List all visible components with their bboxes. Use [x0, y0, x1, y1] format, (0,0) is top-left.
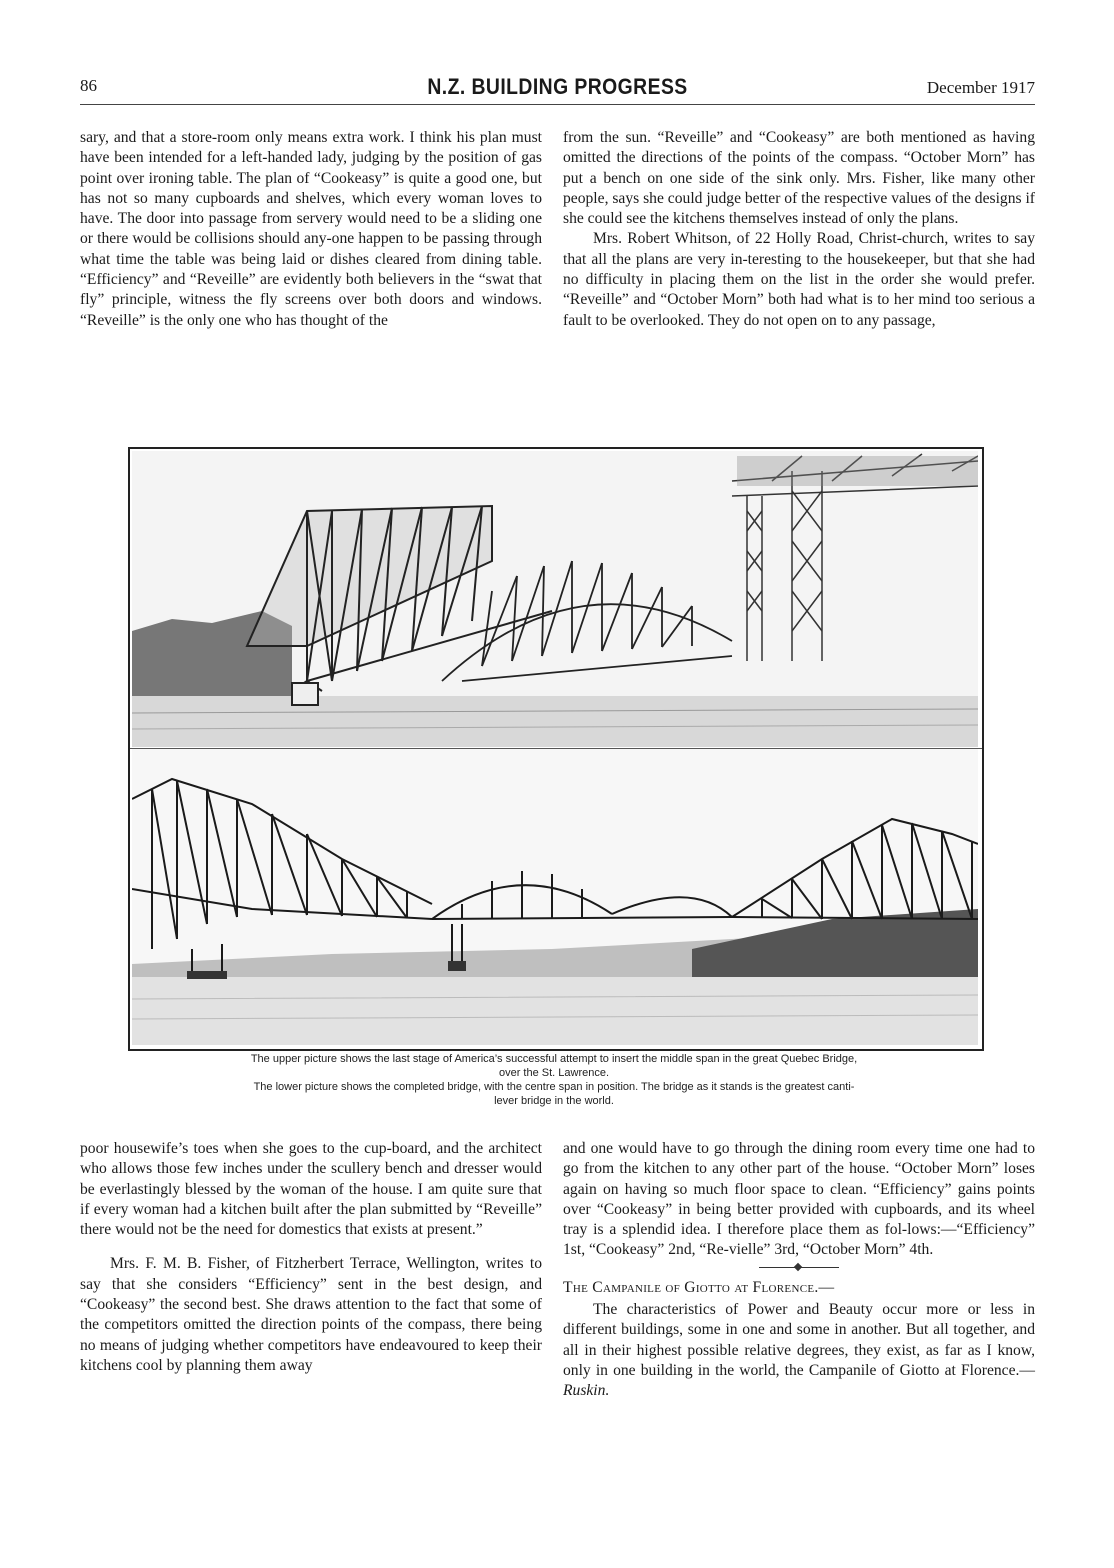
- column-top-right: [563, 128, 1035, 331]
- page-header: [80, 76, 1035, 106]
- caption-line: The lower picture shows the completed bridge, with the centre span in position. The bridge as it stands is the greatest canti-: [253, 1081, 855, 1093]
- section-heading: The Campanile of Giotto at Florence.—: [563, 1278, 835, 1296]
- caption-line: lever bridge in the world.: [494, 1095, 614, 1107]
- paragraph: Mrs. F. M. B. Fisher, of Fitzherbert Terrace, Wellington, writes to say that she considers “Efficiency” sent in the best design, and “Cookeasy” the second best. She draws attention to the fact that some of the competitors omitted the direction points of the compass, there being no means of judging whether competitors have endeavoured to keep their kitchens cool by planning them away: [80, 1255, 542, 1374]
- column-bottom-right: [563, 1139, 1035, 1402]
- caption-line: The upper picture shows the last stage of America’s successful attempt to insert the middle span in the great Quebec Bridge,: [250, 1053, 858, 1065]
- bridge-construction-illustration: [132, 451, 978, 747]
- bridge-photographs: [128, 447, 984, 1051]
- column-bottom-left: [80, 1139, 542, 1376]
- caption-line: over the St. Lawrence.: [498, 1067, 610, 1079]
- journal-title: N.Z. BUILDING PROGRESS: [427, 74, 688, 99]
- figure-caption: [128, 1052, 980, 1108]
- page-number: 86: [80, 76, 97, 95]
- paragraph: poor housewife’s toes when she goes to the cup-board, and the architect who allows those few inches under the scullery bench and dresser would be everlastingly blessed by the woman of the house. I am quite sure that if every woman had a kitchen built after the plan submitted by “Reveille” there would not be the need for domestics that exists at present.”: [80, 1140, 542, 1239]
- section-body: The characteristics of Power and Beauty occur more or less in different buildings, some in one and some in another. But all together, and all in their highest possible relative degrees, they exist, as far as I know, only in one building in the world, the Campanile of Giotto at Florence.—: [563, 1301, 1035, 1379]
- attribution: Ruskin.: [563, 1382, 610, 1400]
- photo-lower-completed-bridge: [132, 749, 978, 1045]
- column-top-left: [80, 128, 542, 331]
- issue-date: December 1917: [926, 78, 1035, 97]
- photo-upper-bridge-construction: [132, 451, 978, 747]
- header-rule: [80, 104, 1035, 105]
- paragraph: from the sun. “Reveille” and “Cookeasy” are both mentioned as having omitted the directions of the points of the compass. “October Morn” has put a bench on one side of the sink only. Mrs. Fisher, like many other people, says she could judge better of the respective values of the designs if she could see the kitchens themselves instead of only the plans.: [563, 129, 1036, 228]
- paragraph: and one would have to go through the dining room every time one had to go from the kitchen to any other part of the house. “October Morn” loses again on having so much floor space to clean. “Efficiency” gains points over “Cookeasy” in being better provided with cupboards, and its wheel tray is a splendid idea. I therefore place them as fol-lows:—“Efficiency” 1st, “Cookeasy” 2nd, “Re-vielle” 3rd, “October Morn” 4th.: [563, 1140, 1035, 1259]
- paragraph: Mrs. Robert Whitson, of 22 Holly Road, Christ-church, writes to say that all the plans are very in-teresting to the housekeeper, but that she had no difficulty in placing them on the list in the order she would prefer. “Reveille” and “October Morn” both had what is to her mind too serious a fault to be overlooked. They do not open on to any passage,: [563, 230, 1035, 329]
- ornament-divider: [759, 1267, 839, 1268]
- paragraph: sary, and that a store-room only means extra work. I think his plan must have been intended for a left-handed lady, judging by the position of gas point over ironing table. The plan of “Cookeasy” is quite a good one, but has not so many cupboards and shelves, which every woman loves to have. The door into passage from servery would need to be a sliding one or there would be collisions should any-one happen to be passing through what time the table was being laid or dishes cleared from dining table. “Efficiency” and “Reveille” are evidently both believers in the “swat that fly” principle, witness the fly screens over both doors and windows. “Reveille” is the only one who has thought of the: [80, 129, 542, 329]
- paragraph: [563, 1300, 1035, 1401]
- completed-bridge-illustration: [132, 749, 978, 1045]
